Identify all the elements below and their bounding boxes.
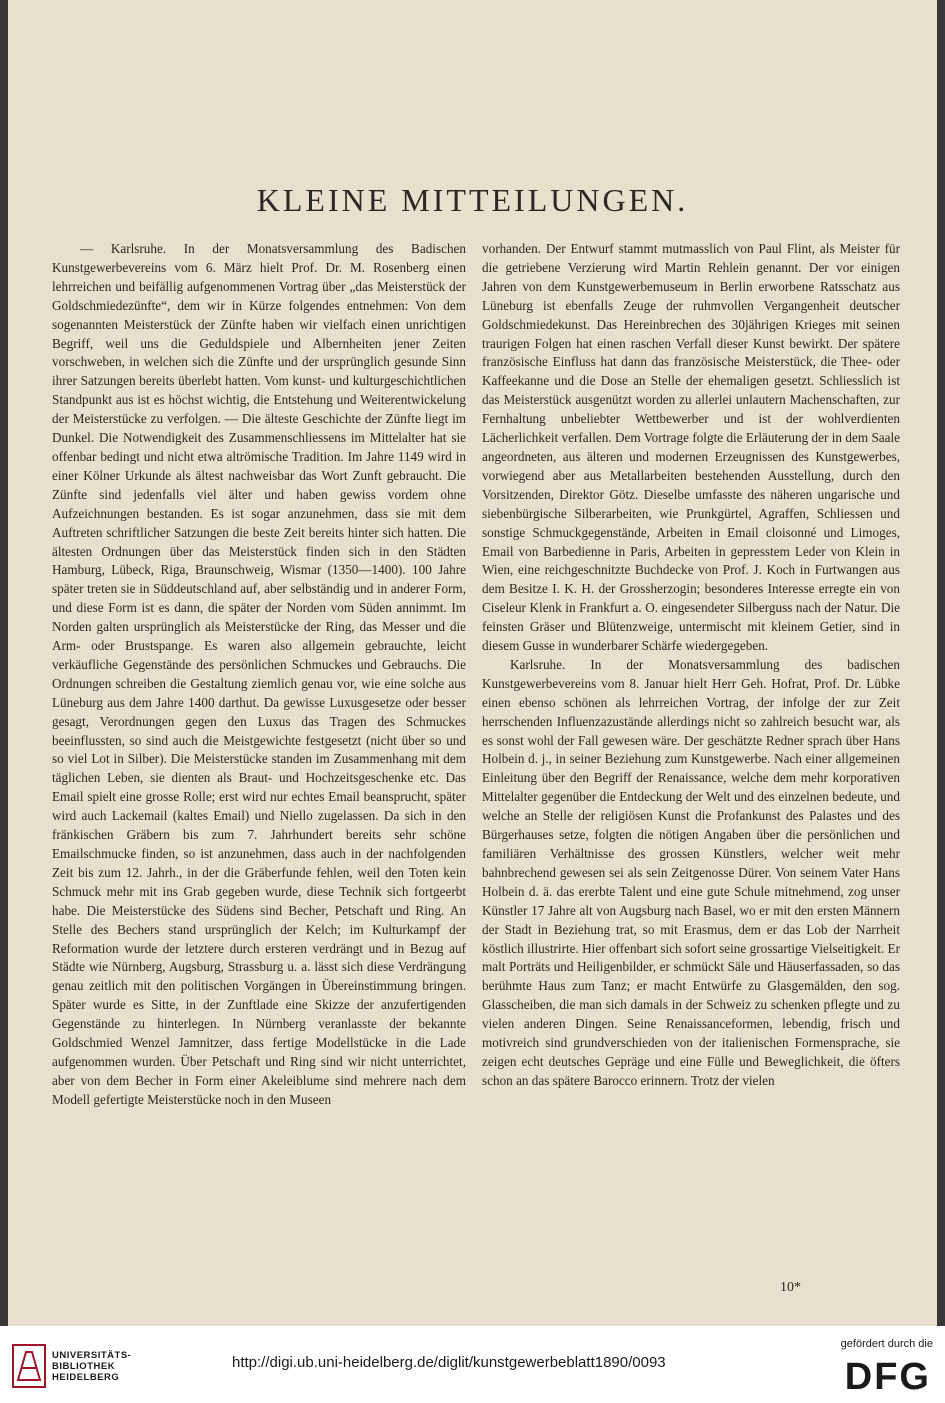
dfg-logo: DFG xyxy=(844,1356,931,1398)
page-number: 10* xyxy=(780,1280,801,1295)
footer-bar xyxy=(0,1326,945,1403)
article-paragraph: vorhanden. Der Entwurf stammt mutmasslich von Paul Flint, als Meister für die getriebene Verzierung wird Martin Rehlein genannt. Der vor einigen Jahren von dem Kunstgewerbemuseum in Berlin erworbene Ratsschatz aus Lüneburg ist ebenfalls Zeuge der ruhmvollen Vergangenheit deutscher Goldschmiedekunst. Das Hereinbrechen des 30jährigen Krieges mit seinen traurigen Folgen hat einen raschen Verfall dieser Kunst bewirkt. Der spätere französische Einfluss hat dann das französische Meisterstück, die Thee- oder Kaffeekanne und die Dose an Stelle der ehemaligen gesetzt. Schliesslich ist das Meisterstück ausgenützt worden zu allerlei unlautern Machenschaften, zur Fernhaltung unbeliebter Wettbewerber und ist der wohlverdienten Lächerlichkeit verfallen. Dem Vortrage folgte die Erläuterung der in dem Saale angeordneten, aus älteren und modernen Erzeugnissen des Kunstgewerbes, vorwiegend aber aus Metallarbeiten bestehenden Ausstellung, durch den Vorsitzenden, Direktor Götz. Dieselbe umfasste des näheren ungarische und siebenbürgische Silberarbeiten, wie Prunkgürtel, Agraffen, Schliessen und sonstige Schmuckgegenstände, Arbeiten in Email cloisonné und Limoges, Email von Barbedienne in Paris, Arbeiten in gepresstem Leder von Klein in Wien, eine reichgeschnitzte Buchdecke von Prof. J. Koch in Furtwangen aus dem Besitze I. K. H. der Grossherzogin; besonderes Interesse erregte ein von Ciseleur Klenk in Frankfurt a. O. eingesendeter Silberguss nach der Natur. Die feinsten Gräser und Blütenzweige, untermischt mit kleinem Getier, sind in diesem Gusse in wunderbarer Schärfe wiedergegeben. xyxy=(482,241,900,654)
page-title: KLEINE MITTEILUNGEN. xyxy=(256,182,689,218)
article-paragraph: Karlsruhe. In der Monatsversammlung des badischen Kunstgewerbevereins vom 8. Januar hielt Herr Geh. Hofrat, Prof. Dr. Lübke einen ebenso schönen als lehrreichen Vortrag, der infolge der zur Zeit herrschenden Influenzazustände allerdings nicht so zahlreich besucht war, als es sonst wohl der Fall gewesen wäre. Der geschätzte Redner sprach über Hans Holbein d. j., in seiner Beziehung zum Kunstgewerbe. Nach einer allgemeinen Einleitung über den Begriff der Renaissance, welche dem mehr korporativen Mittelalter gegenüber die Entdeckung der Welt und des einzelnen bedeute, und welche an Stelle der religiösen Kunst die Profankunst des Palastes und des Bürgerhauses setze, folgten die nötigen Angaben über die persönlichen und familiären Verhältnisse des grossen Künstlers, welcher weit mehr bahnbrechend gewesen sei als sein Zeitgenosse Dürer. Von seinem Vater Hans Holbein d. ä. das ererbte Talent und eine gute Schule mitnehmend, zog unser Künstler 17 Jahre alt von Augsburg nach Basel, wo er mit den ersten Männern der Stadt in Beziehung trat, so mit Erasmus, dem er das Lob der Narrheit köstlich illustrirte. Hier offenbart sich sofort seine grossartige Vielseitigkeit. Er malt Porträts und Heiligenbilder, er schmückt Säle und Häuserfassaden, so das berühmte Haus zum Tanz; er macht Entwürfe zu Glasgemälden, den sog. Glasscheiben, die man sich damals in der Schweiz zu schenken pflegte und zu vielen anderen Dingen. Seine Renaissanceformen, lebendig, frisch und motivreich sind grundverschieden von der italienischen Formensprache, sie zeigen echt deutsches Gepräge und eine Fülle und Beweglichkeit, die öfters schon an das spätere Barocco erinnern. Trotz der vielen xyxy=(482,656,900,1088)
article-paragraph: — Karlsruhe. In der Monatsversammlung des Badischen Kunstgewerbevereins vom 6. März hielt Prof. Dr. M. Rosenberg einen lehrreichen und beifällig aufgenommenen Vortrag über „das Meisterstück der Goldschmiedezünfte“, dem wir in Kürze folgendes entnehmen: Von dem sogenannten Meisterstück der Zünfte haben wir vielfach einen unrichtigen Begriff, weil uns die Geduldspiele und Albernheiten jener Zeiten vorschweben, in welchen sich die Zünfte und der ursprünglich gesunde Sinn ihrer Satzungen bereits überlebt hatten. Vom kunst- und kulturgeschichtlichen Standpunkt aus ist es höchst wichtig, die Entstehung und Weiterentwickelung der Meisterstücke zu verfolgen. — Die älteste Geschichte der Zünfte liegt im Dunkel. Die Notwendigkeit des Zusammenschliessens im Mittelalter hat sie offenbar bedingt und nicht etwa altrömische Tradition. Im Jahre 1149 wird in einer Kölner Urkunde als ältest nachweisbar das Wort Zunft gebraucht. Die Zünfte sind jedenfalls viel älter und haben gewiss vordem ohne Aufzeichnungen bestanden. Es ist sogar anzunehmen, dass sie mit dem Auftreten schriftlicher Satzungen die beste Zeit bereits hinter sich hatten. Die ältesten Ordnungen über das Meisterstück finden sich in den Städten Hamburg, Lübeck, Riga, Braunschweig, Wismar (1350—1400). 100 Jahre später treten sie in Süddeutschland auf, aber selbständig und in anderer Form, und diese Form ist es dann, die später der Norden vom Süden annimmt. Im Norden galten ursprünglich als Meisterstücke der Ring, das Messer und die Arm- oder Brustspange. Es waren also allgemein gebrauchte, leicht verkäufliche Gegenstände des persönlichen Schmuckes und Gebrauchs. Die Ordnungen schreiben die Gestaltung ziemlich genau vor, wie eine solche aus Lüneburg aus dem Jahre 1400 darthut. Da gewisse Luxusgesetze oder besser gesagt, Verordnungen gegen den Luxus das Tragen des Schmuckes beeinflussten, so sind auch die Meistgewichte festgesetzt (nicht über so und so viel Lot in Silber). Die Meisterstücke standen im Zusammenhang mit dem täglichen Leben, sie dienten als Braut- und Hochzeitsgeschenke etc. Das Email spielt eine grosse Rolle; erst wird nur echtes Email beansprucht, später wird auch Lackemail (kaltes Email) und Niello zugelassen. Da sich in den fränkischen Gräbern bis zum 7. Jahrhundert bereits sehr schöne Emailschmucke finden, so ist anzunehmen, dass auch in der nachfolgenden Zeit bis zum 12. Jahrh., in der die Gräberfunde fehlen, weil den Toten kein Schmuck mehr mit ins Grab gegeben wurde, diese Technik sich fortgeerbt habe. Die Meisterstücke des Südens sind Becher, Petschaft und Ring. An Stelle des Bechers stand ursprünglich der Kelch; im Kulturkampf der Reformation wurde der letztere durch ersteren verdrängt und in Bezug auf Städte wie Nürnberg, Augsburg, Strassburg u. a. lässt sich diese Verdrängung genau zeitlich mit den politischen Vorgängen in Übereinstimmung bringen. Später wurde es Sitte, in der Zunftlade eine Skizze der anzufertigenden Gegenstände zu hinterlegen. In Nürnberg veranlasste der bekannte Goldschmied Wenzel Jamnitzer, dass fertige Modellstücke in die Lade aufgenommen wurden. Über Petschaft und Ring sind wir nicht unterrichtet, aber von dem Becher in Form einer Akeleiblume sind mehrere nach dem Modell gefertigte Meisterstücke noch in den Museen xyxy=(52,241,466,1107)
university-seal-icon xyxy=(12,1344,46,1388)
permalink-url[interactable]: http://digi.ub.uni-heidelberg.de/diglit/kunstgewerbeblatt1890/0093 xyxy=(232,1354,666,1371)
right-column xyxy=(482,240,900,1091)
scanned-page xyxy=(8,0,937,1326)
funded-by-label: gefördert durch die xyxy=(840,1338,933,1350)
library-name: UNIVERSITÄTS- BIBLIOTHEK HEIDELBERG xyxy=(52,1350,132,1383)
left-column xyxy=(52,240,466,1110)
